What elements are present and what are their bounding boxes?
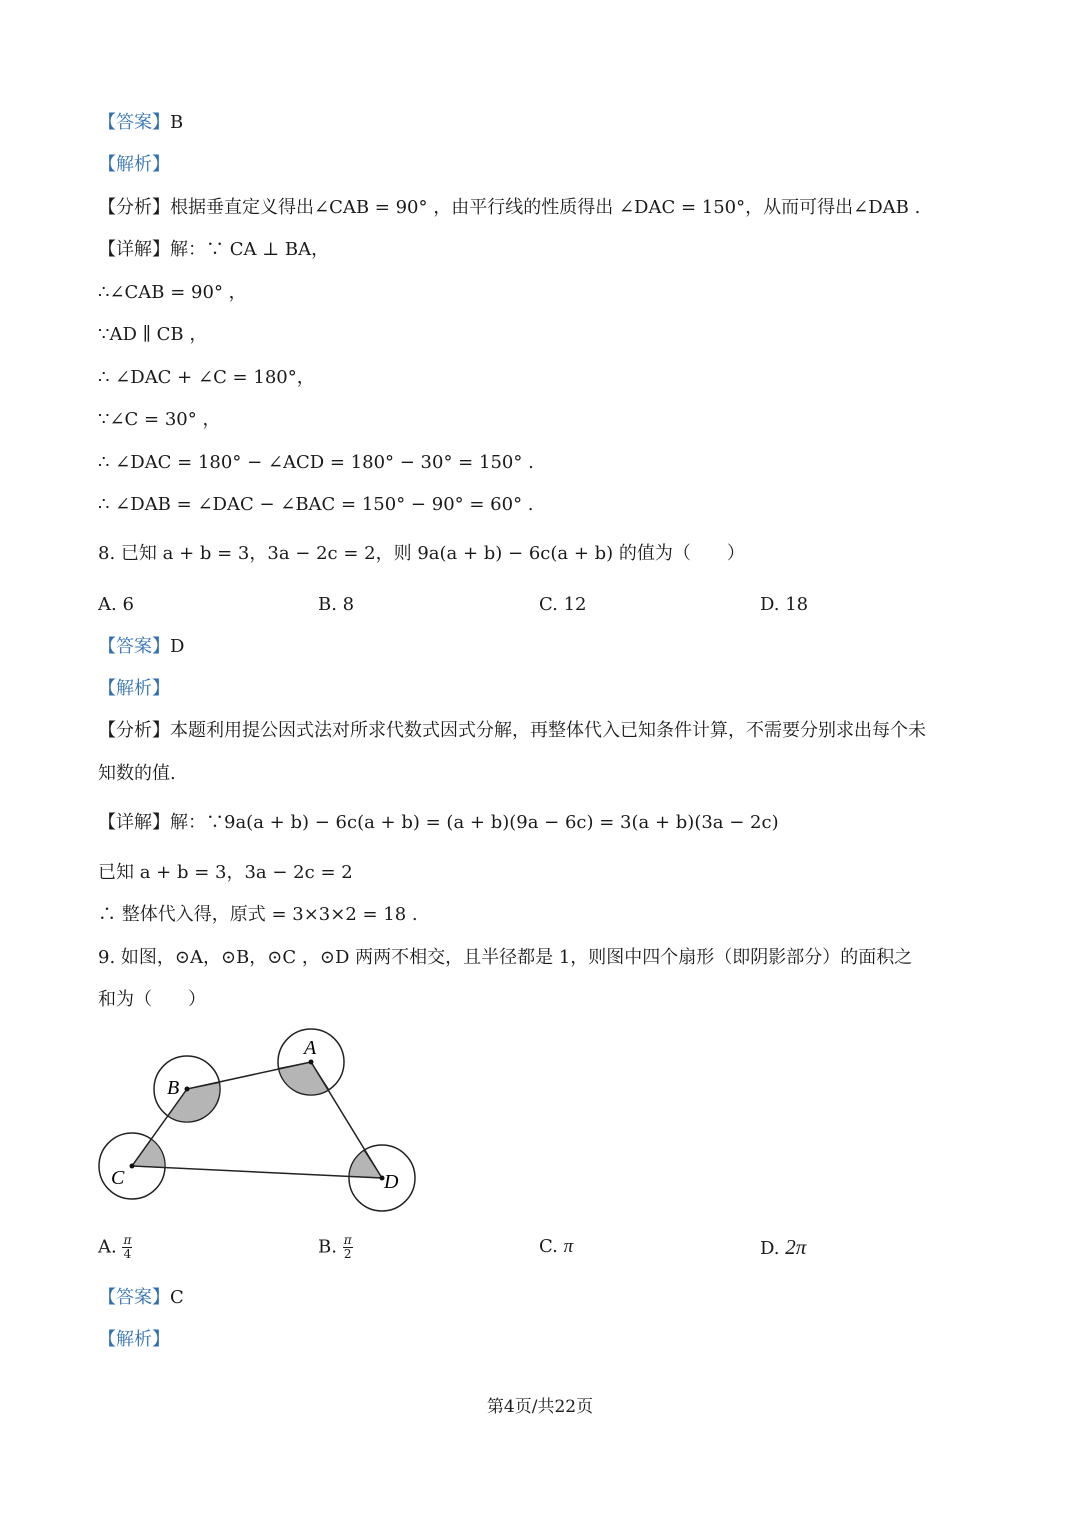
label-a: A [304,1037,317,1059]
q8-fenxi-line-1 [98,718,926,744]
sector-d [349,1150,382,1178]
q8-option-c: C. 12 [539,594,587,615]
analysis-tag: 【解析】 [98,678,170,699]
center-b [185,1087,190,1092]
label-c: C [111,1167,125,1189]
q9-figure [95,1022,425,1217]
q7-answer-line [98,110,183,136]
q8-stem: 8. 已知 a + b = 3，3a − 2c = 2，则 9a(a + b) − 6c(a + b) 的值为（ ） [98,543,745,564]
xiangjie-tag: 【详解】 [98,812,170,833]
step-text: 解：∵ CA ⊥ BA， [170,239,330,260]
label-d: D [384,1171,399,1193]
q7-step-5: ∵∠C = 30° ， [98,409,221,430]
q9-stem-line-2: 和为（ ） [98,989,206,1010]
q8-known-line: 已知 a + b = 3，3a − 2c = 2 [98,862,353,883]
q7-step-7: ∴ ∠DAB = ∠DAC − ∠BAC = 150° − 90° = 60° . [98,494,534,515]
q8-option-b: B. 8 [318,594,355,615]
fenxi-tag: 【分析】 [98,197,170,218]
q7-step-3: ∵AD ∥ CB ， [98,324,208,345]
q8-option-a: A. 6 [98,594,134,615]
xiangjie-text: 解：∵9a(a + b) − 6c(a + b) = (a + b)(9a − 6c) = 3(a + b)(3a − 2c) [170,812,779,833]
answer-value: B [170,112,184,133]
q9-analysis-heading [98,1327,170,1353]
q7-step-1 [98,237,329,263]
q9-option-d [760,1234,806,1262]
q9-option-b [318,1234,353,1261]
q9-stem-line-1: 9. 如图，⊙A，⊙B，⊙C ，⊙D 两两不相交，且半径都是 1，则图中四个扇形（即阴影部分）的面积之 [98,947,913,968]
q7-fenxi-line [98,195,920,221]
xiangjie-tag: 【详解】 [98,239,170,260]
fraction [122,1234,132,1261]
page-footer: 第4页/共22页 [486,1397,594,1417]
answer-tag: 【答案】 [98,112,170,133]
q7-analysis-heading [98,152,170,178]
analysis-tag: 【解析】 [98,1329,170,1350]
numerator: π [343,1233,352,1247]
option-letter: C. [539,1236,558,1257]
fenxi-tag: 【分析】 [98,720,170,741]
q8-analysis-heading [98,676,170,702]
fraction [343,1234,353,1261]
q7-step-2: ∴∠CAB = 90° ， [98,282,247,303]
q8-fenxi-line-2: 知数的值. [98,763,176,784]
center-a [309,1060,314,1065]
answer-value: D [170,636,185,657]
option-value: π [563,1236,574,1257]
option-value: 2π [785,1235,807,1259]
option-letter: B. [318,1236,337,1258]
q8-result-line: ∴ 整体代入得，原式 = 3×3×2 = 18 . [98,904,418,925]
center-c [130,1164,135,1169]
denominator: 4 [123,1247,132,1261]
option-letter: A. [98,1236,117,1258]
q9-option-a [98,1234,132,1261]
q7-step-4: ∴ ∠DAC + ∠C = 180°， [98,367,315,388]
fenxi-text: 根据垂直定义得出∠CAB = 90° ，由平行线的性质得出 ∠DAC = 150°，从而可得出∠DAB . [170,197,921,218]
option-letter: D. [760,1238,780,1259]
numerator: π [123,1233,132,1247]
fenxi-text: 本题利用提公因式法对所求代数式因式分解，再整体代入已知条件计算，不需要分别求出每个未 [170,720,926,741]
answer-value: C [170,1287,184,1308]
q9-option-c [539,1234,573,1260]
label-b: B [167,1077,180,1099]
answer-tag: 【答案】 [98,1287,170,1308]
q8-xiangjie-line [98,810,779,836]
denominator: 2 [343,1247,352,1261]
q7-step-6: ∴ ∠DAC = 180° − ∠ACD = 180° − 30° = 150° . [98,452,534,473]
analysis-tag: 【解析】 [98,154,170,175]
q8-option-d: D. 18 [760,594,809,615]
q8-answer-line [98,634,184,660]
answer-tag: 【答案】 [98,636,170,657]
q9-answer-line [98,1285,184,1311]
